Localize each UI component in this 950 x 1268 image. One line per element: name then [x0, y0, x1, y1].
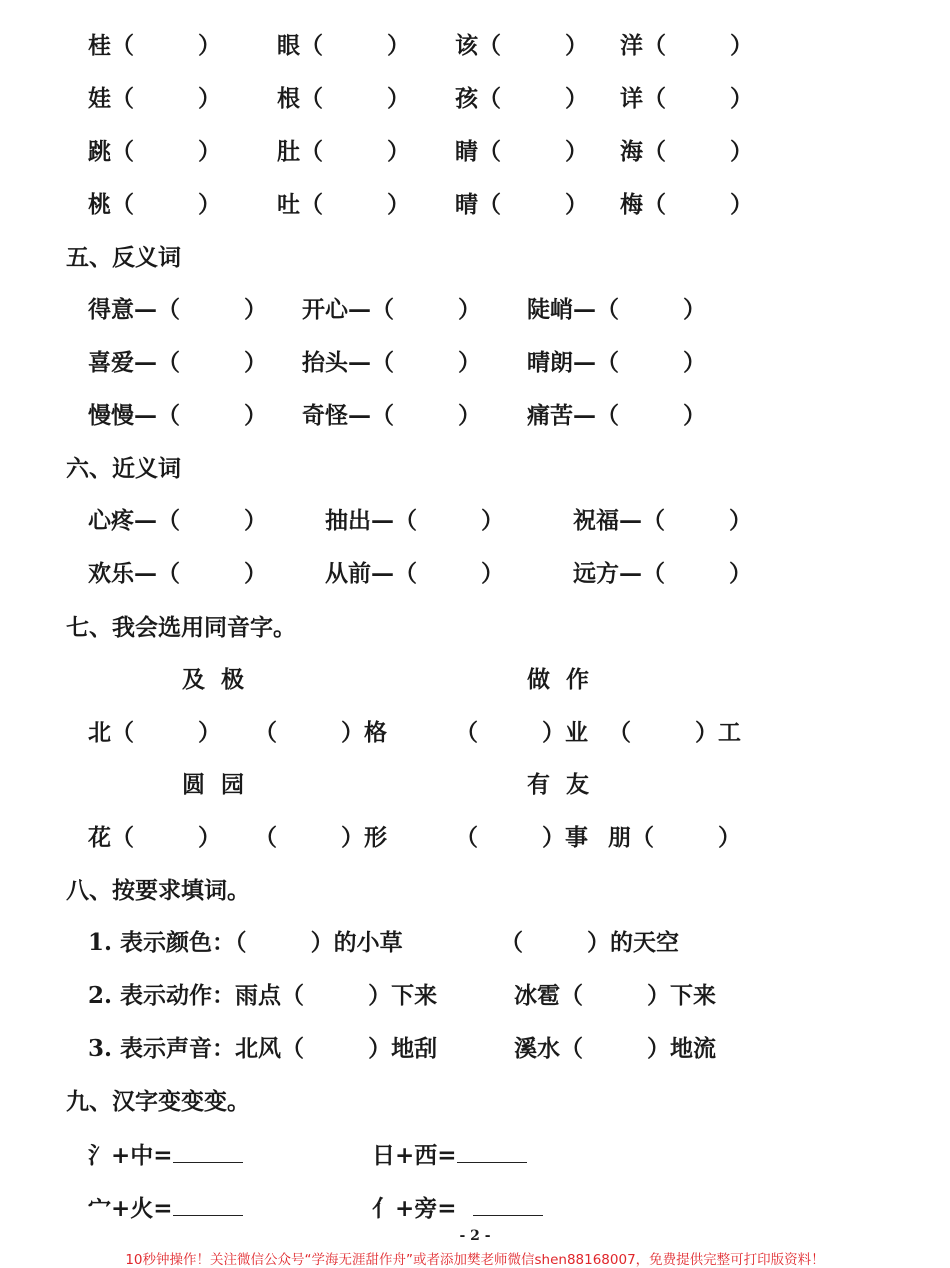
compose-item: [372, 1193, 543, 1223]
compose-formula: 亻+旁=: [372, 1195, 457, 1222]
char-item: 睛（ ）: [455, 138, 589, 165]
char-item: 肚（ ）: [277, 138, 411, 165]
synonym-item: 从前—（ ）: [325, 560, 505, 587]
char-item: 梅（ ）: [620, 191, 754, 218]
homophone-item: （ ）形: [254, 824, 388, 851]
homophone-item: 朋（ ）: [608, 824, 742, 851]
char-item: 桃（ ）: [88, 191, 222, 218]
page-number: - 2 -: [459, 1228, 491, 1244]
fill-item: 1. 表示颜色：（ ）的小草: [88, 929, 403, 956]
fill-item: 冰雹（ ）下来: [514, 982, 717, 1009]
section-title: 七、我会选用同音字。: [66, 614, 296, 641]
answer-blank[interactable]: [173, 1140, 243, 1163]
antonym-item: 喜爱—（ ）: [88, 349, 268, 376]
homophone-pair: 做 作: [527, 666, 590, 693]
compose-item: [88, 1193, 243, 1223]
homophone-item: （ ）格: [254, 719, 388, 746]
homophone-item: （ ）业: [455, 719, 589, 746]
compose-formula: 宀+火=: [88, 1195, 173, 1222]
synonym-item: 远方—（ ）: [573, 560, 753, 587]
section-title: 八、按要求填词。: [66, 877, 250, 904]
homophone-pair: 及 极: [182, 666, 245, 693]
homophone-pair: 有 友: [527, 771, 590, 798]
fill-item: 2. 表示动作：雨点（ ）下来: [88, 982, 438, 1009]
answer-blank[interactable]: [457, 1140, 527, 1163]
footer-promo: 10秒钟操作！关注微信公众号“学海无涯甜作舟”或者添加樊老师微信shen88168007，免费提供完整可打印版资料！: [125, 1252, 825, 1268]
antonym-item: 得意—（ ）: [88, 296, 268, 323]
answer-blank[interactable]: [473, 1193, 543, 1216]
char-item: 吐（ ）: [277, 191, 411, 218]
compose-item: [88, 1140, 243, 1170]
section-title: 五、反义词: [66, 244, 181, 271]
antonym-item: 抬头—（ ）: [302, 349, 482, 376]
answer-blank[interactable]: [173, 1193, 243, 1216]
fill-item: 3. 表示声音：北风（ ）地刮: [88, 1035, 438, 1062]
char-item: 桂（ ）: [88, 32, 222, 59]
homophone-pair: 圆 园: [182, 771, 245, 798]
fill-item: 溪水（ ）地流: [514, 1035, 717, 1062]
synonym-item: 欢乐—（ ）: [88, 560, 268, 587]
synonym-item: 抽出—（ ）: [325, 507, 505, 534]
char-item: 跳（ ）: [88, 138, 222, 165]
char-item: 晴（ ）: [455, 191, 589, 218]
fill-item: （ ）的天空: [500, 929, 680, 956]
char-item: 眼（ ）: [277, 32, 411, 59]
antonym-item: 陡峭—（ ）: [527, 296, 707, 323]
antonym-item: 开心—（ ）: [302, 296, 482, 323]
antonym-item: 奇怪—（ ）: [302, 402, 482, 429]
char-item: 根（ ）: [277, 85, 411, 112]
synonym-item: 祝福—（ ）: [573, 507, 753, 534]
section-title: 九、汉字变变变。: [66, 1088, 250, 1115]
section-title: 六、近义词: [66, 455, 181, 482]
antonym-item: 痛苦—（ ）: [527, 402, 707, 429]
antonym-item: 晴朗—（ ）: [527, 349, 707, 376]
char-item: 孩（ ）: [455, 85, 589, 112]
compose-formula: 氵+中=: [88, 1142, 173, 1169]
homophone-item: （ ）工: [608, 719, 742, 746]
char-item: 海（ ）: [620, 138, 754, 165]
homophone-item: 北（ ）: [88, 719, 222, 746]
homophone-item: （ ）事: [455, 824, 589, 851]
char-item: 娃（ ）: [88, 85, 222, 112]
compose-item: [372, 1140, 527, 1170]
compose-formula: 日+西=: [372, 1142, 457, 1169]
char-item: 详（ ）: [620, 85, 754, 112]
char-item: 该（ ）: [455, 32, 589, 59]
antonym-item: 慢慢—（ ）: [88, 402, 268, 429]
homophone-item: 花（ ）: [88, 824, 222, 851]
char-item: 洋（ ）: [620, 32, 754, 59]
synonym-item: 心疼—（ ）: [88, 507, 268, 534]
